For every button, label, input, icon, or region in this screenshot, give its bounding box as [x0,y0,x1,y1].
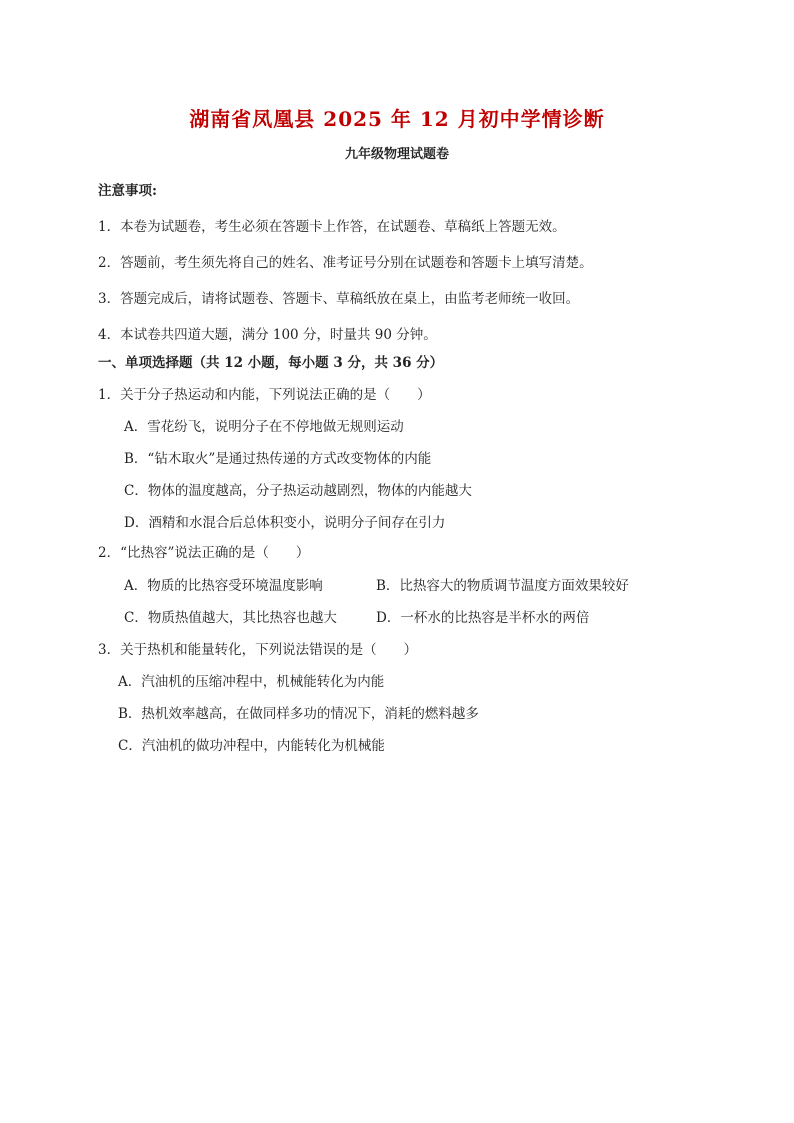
notice-heading: 注意事项: [98,183,157,199]
question-option: A．雪花纷飞，说明分子在不停地做无规则运动 [124,419,404,435]
page-title: 湖南省凤凰县 2025 年 12 月初中学情诊断 [189,107,605,131]
question-stem: 1．关于分子热运动和内能，下列说法正确的是（ ） [98,387,431,403]
question-option: B．比热容大的物质调节温度方面效果较好 [376,578,629,594]
notice-item: 1．本卷为试题卷，考生必须在答题卡上作答，在试题卷、草稿纸上答题无效。 [98,219,566,235]
question-option: D．一杯水的比热容是半杯水的两倍 [376,610,590,626]
question-option: B．“钻木取火”是通过热传递的方式改变物体的内能 [124,451,432,467]
question-stem: 2．“比热容”说法正确的是（ ） [98,545,310,561]
question-option: C．汽油机的做功冲程中，内能转化为机械能 [118,738,385,754]
notice-item: 3．答题完成后，请将试题卷、答题卡、草稿纸放在桌上，由监考老师统一收回。 [98,291,580,307]
question-option: C．物质热值越大，其比热容也越大 [124,610,337,626]
notice-item: 2．答题前，考生须先将自己的姓名、准考证号分别在试题卷和答题卡上填写清楚。 [98,255,593,271]
section-heading: 一、单项选择题（共 12 小题，每小题 3 分，共 36 分） [98,355,444,371]
question-option: C．物体的温度越高，分子热运动越剧烈，物体的内能越大 [124,483,472,499]
notice-item: 4．本试卷共四道大题，满分 100 分，时量共 90 分钟。 [98,327,437,343]
question-option: D．酒精和水混合后总体积变小，说明分子间存在引力 [124,515,446,531]
question-option: B．热机效率越高，在做同样多功的情况下，消耗的燃料越多 [118,706,479,722]
question-stem: 3．关于热机和能量转化，下列说法错误的是（ ） [98,642,418,658]
page-subtitle: 九年级物理试题卷 [344,147,449,162]
question-option: A．汽油机的压缩冲程中，机械能转化为内能 [118,674,385,690]
question-option: A．物质的比热容受环境温度影响 [124,578,323,594]
